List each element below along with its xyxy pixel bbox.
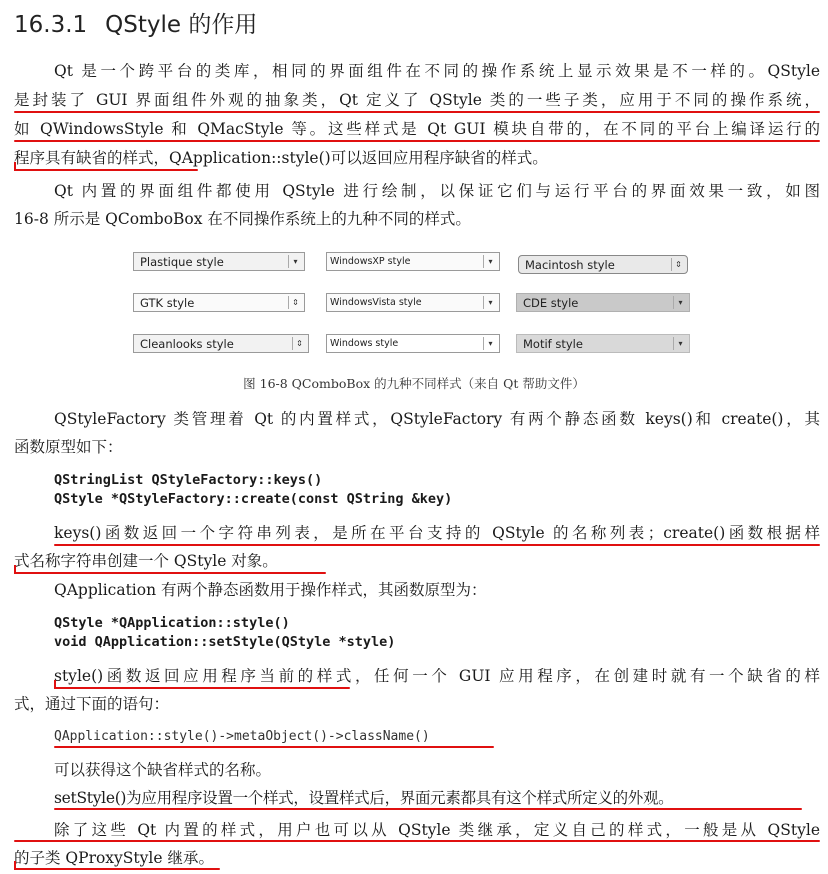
para8: setStyle()为应用程序设置一个样式，设置样式后，界面元素都具有这个样式所定义的外观。	[54, 789, 674, 807]
para7: 可以获得这个缺省样式的名称。	[54, 761, 272, 779]
combo-label: Macintosh style	[525, 257, 615, 272]
combo-label: WindowsXP style	[330, 256, 411, 267]
combo-label: CDE style	[523, 295, 579, 310]
combo-cde	[516, 293, 690, 312]
combo-windowsvista	[326, 293, 500, 312]
section-title: QStyle 的作用	[105, 12, 258, 38]
red-underline	[54, 808, 802, 810]
red-bracket	[54, 680, 60, 689]
dropdown-arrow-icon: ▾	[483, 296, 497, 309]
red-underline	[14, 169, 198, 171]
combo-gtk	[133, 293, 305, 312]
para2-line1: Qt 内置的界面组件都使用 QStyle 进行绘制，以保证它们与运行平台的界面效果一致，如图	[54, 182, 820, 200]
red-bracket	[14, 162, 20, 171]
red-underline	[54, 687, 350, 689]
para9-line1: 除了这些 Qt 内置的样式，用户也可以从 QStyle 类继承，定义自己的样式，一般是从 QStyle	[54, 821, 820, 839]
para1-line4: 程序具有缺省的样式，QApplication::style()可以返回应用程序缺省的样式。	[14, 149, 548, 167]
dropdown-arrow-icon: ▾	[288, 255, 302, 268]
code2-line1: QStyle *QApplication::style()	[54, 615, 290, 631]
dropdown-arrow-icon: ▾	[673, 296, 687, 309]
para2-line2: 16-8 所示是 QComboBox 在不同操作系统上的九种不同的样式。	[14, 210, 471, 228]
combo-cleanlooks	[133, 334, 309, 353]
red-underline	[14, 140, 820, 142]
combo-macintosh	[518, 255, 688, 274]
figure-caption: 图 16-8 QComboBox 的九种不同样式（来自 Qt 帮助文件）	[243, 376, 585, 391]
combo-motif	[516, 334, 690, 353]
combo-windows	[326, 334, 500, 353]
red-underline	[14, 868, 220, 870]
red-underline	[14, 572, 326, 574]
para6-line1: style()函数返回应用程序当前的样式，任何一个 GUI 应用程序，在创建时就有一个缺省的样	[54, 667, 820, 685]
red-underline	[14, 840, 820, 842]
para4-line1: keys()函数返回一个字符串列表，是所在平台支持的 QStyle 的名称列表；create()函数根据样	[54, 524, 820, 542]
section-heading	[14, 6, 257, 39]
updown-arrow-icon: ⇕	[671, 258, 685, 271]
code1-line2: QStyle *QStyleFactory::create(const QString &key)	[54, 491, 453, 507]
red-bracket	[14, 861, 20, 870]
dropdown-arrow-icon: ▾	[673, 337, 687, 350]
para6-line2: 式，通过下面的语句：	[14, 695, 170, 713]
section-number: 16.3.1	[14, 12, 88, 38]
para9-line2: 的子类 QProxyStyle 继承。	[14, 849, 214, 867]
combo-label: GTK style	[140, 295, 195, 310]
code3: QApplication::style()->metaObject()->className()	[54, 729, 430, 744]
para1-line3: 如 QWindowsStyle 和 QMacStyle 等。这些样式是 Qt GUI 模块自带的，在不同的平台上编译运行的	[14, 120, 820, 138]
para5: QApplication 有两个静态函数用于操作样式，其函数原型为：	[54, 581, 487, 599]
combo-plastique	[133, 252, 305, 271]
code1-line1: QStringList QStyleFactory::keys()	[54, 472, 323, 488]
updown-arrow-icon: ⇕	[288, 296, 302, 309]
code2-line2: void QApplication::setStyle(QStyle *style)	[54, 634, 396, 650]
combo-label: WindowsVista style	[330, 297, 422, 308]
dropdown-arrow-icon: ▾	[483, 337, 497, 350]
red-underline	[54, 746, 494, 748]
para3-line1: QStyleFactory 类管理着 Qt 的内置样式，QStyleFactory 有两个静态函数 keys()和 create()，其	[54, 410, 820, 428]
combo-label: Motif style	[523, 336, 583, 351]
red-bracket	[14, 565, 20, 574]
dropdown-arrow-icon: ▾	[483, 255, 497, 268]
para1-line1: Qt 是一个跨平台的类库，相同的界面组件在不同的操作系统上显示效果是不一样的。QStyle	[54, 62, 820, 80]
red-underline	[54, 544, 820, 546]
updown-arrow-icon: ⇕	[292, 337, 306, 350]
combo-label: Plastique style	[140, 254, 224, 269]
para4-line2: 式名称字符串创建一个 QStyle 对象。	[14, 552, 278, 570]
para1-line2: 是封装了 GUI 界面组件外观的抽象类，Qt 定义了 QStyle 类的一些子类，应用于不同的操作系统，	[14, 91, 820, 109]
combo-label: Windows style	[330, 338, 399, 349]
combo-windowsxp	[326, 252, 500, 271]
combo-label: Cleanlooks style	[140, 336, 234, 351]
red-underline	[14, 111, 820, 113]
para3-line2: 函数原型如下：	[14, 438, 123, 456]
